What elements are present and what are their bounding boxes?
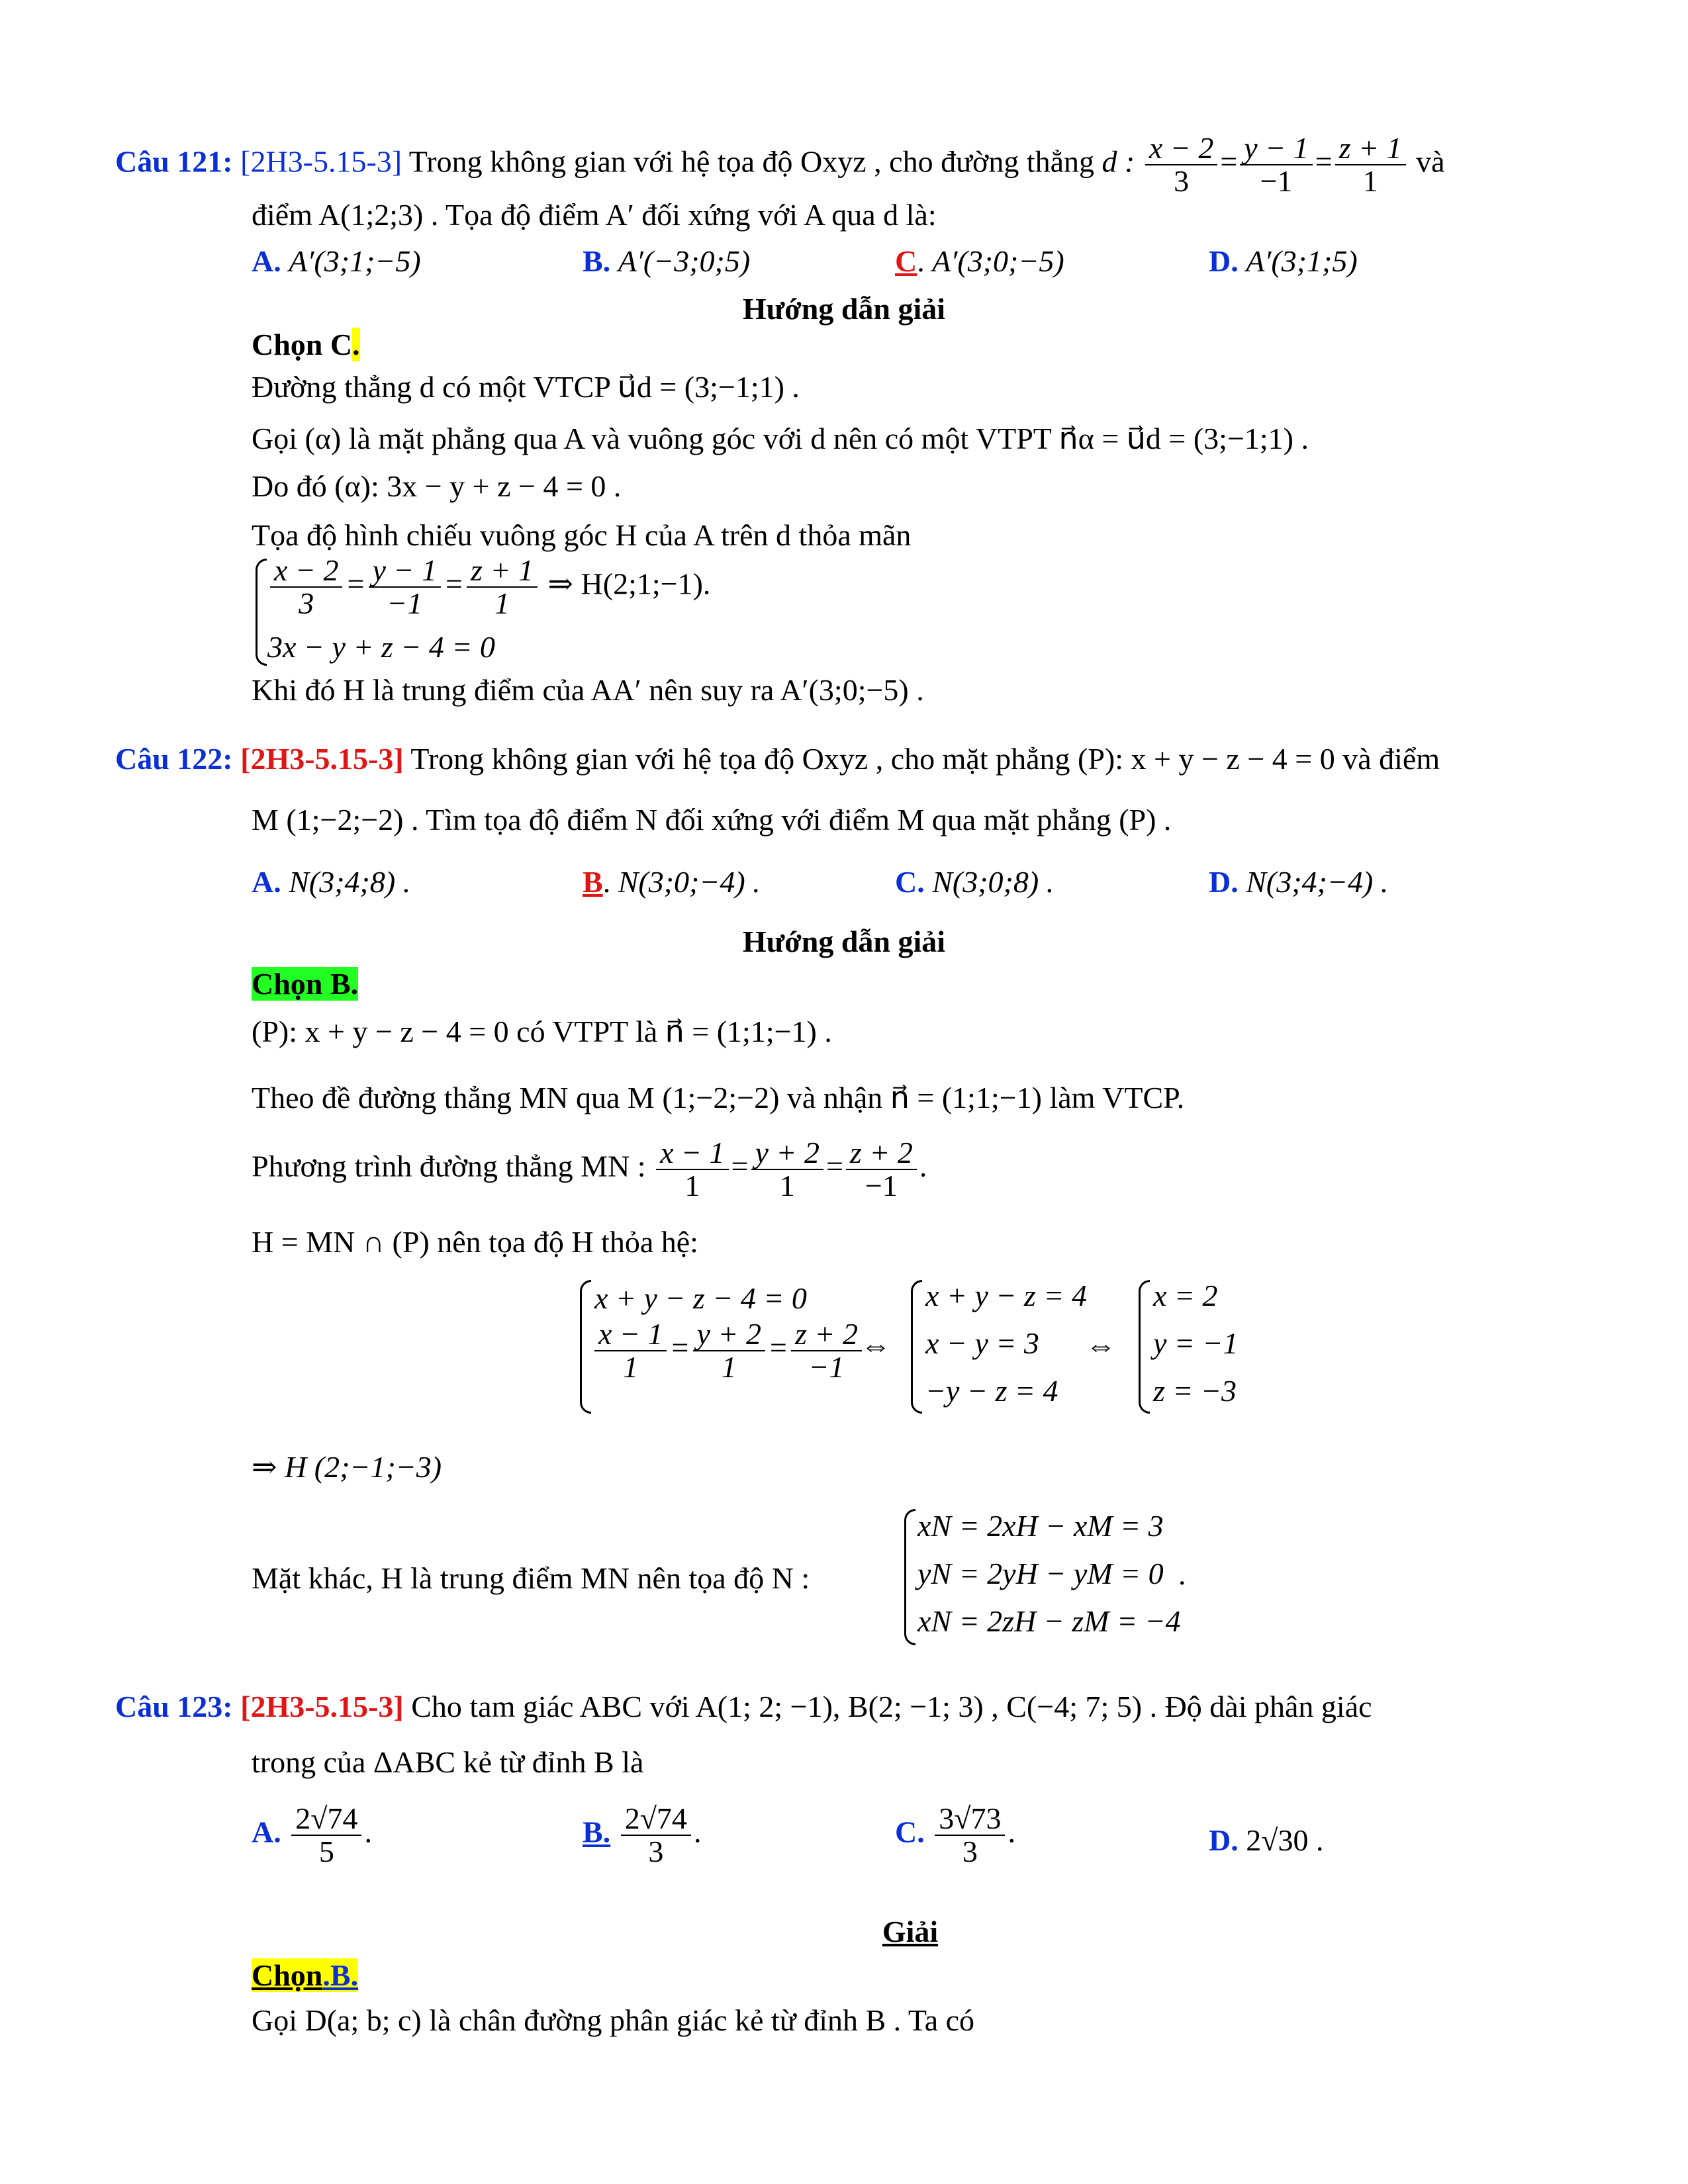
- q121-d-label: d :: [1102, 144, 1135, 179]
- q121-label: Câu 121:: [115, 144, 233, 179]
- q121-step4: Tọa độ hình chiếu vuông góc H của A trên d thỏa mãn: [252, 518, 912, 552]
- q123-guide-heading: Giải: [882, 1915, 939, 1948]
- q122-step3: Phương trình đường thẳng MN : $\frac{x - 1}{1}$ = $\frac{y + 2}{1}$ = $\frac{z + 2}{-1}$ .: [252, 1136, 927, 1203]
- q122-guide-heading: Hướng dẫn giải: [742, 925, 946, 958]
- q121-step2: Gọi (α) là mặt phẳng qua A và vuông góc với d nên có một VTPT n⃗α = u⃗d = (3;−1;1) .: [252, 422, 1309, 455]
- q123-choose: Chọn.B.: [252, 1958, 359, 1992]
- q121-step5: Khi đó H là trung điểm của AA′ nên suy ra A′(3;0;−5) .: [252, 673, 924, 707]
- q123-header: Câu 123: [2H3-5.15-3] Cho tam giác ABC với A(1; 2; −1), B(2; −1; 3) , C(−4; 7; 5) . Độ dài phân giác: [115, 1690, 1372, 1723]
- q121-header: Câu 121: [2H3-5.15-3] Trong không gian với hệ tọa độ Oxyz , cho đường thẳng d : $\frac{x - 2}{3}$ = $\frac{y - 1}{-1}$ = $\frac{z + 1}{1}$ và: [115, 131, 1445, 198]
- q122-stem2: M (1;−2;−2) . Tìm tọa độ điểm N đối xứng với điểm M qua mặt phẳng (P) .: [252, 803, 1172, 837]
- q121-choose: Chọn C.: [252, 328, 360, 361]
- q121-option-c: C. A′(3;0;−5): [895, 244, 1064, 278]
- q123-option-b: B. $\frac{2√74}{3}$ .: [583, 1801, 702, 1868]
- q122-step5: ⇒ H (2;−1;−3): [252, 1450, 442, 1484]
- q121-guide-heading: Hướng dẫn giải: [742, 292, 946, 326]
- q121-frac2: $\frac{y - 1}{-1}$: [1240, 132, 1312, 197]
- q121-option-b: B. A′(−3;0;5): [583, 244, 751, 278]
- q122-header: Câu 122: [2H3-5.15-3] Trong không gian với hệ tọa độ Oxyz , cho mặt phẳng (P): x + y − z − 4 = 0 và điểm: [115, 742, 1440, 776]
- q122-step1: (P): x + y − z − 4 = 0 có VTPT là n⃗ = (1;1;−1) .: [252, 1015, 832, 1048]
- q122-step4: H = MN ∩ (P) nên tọa độ H thỏa hệ:: [252, 1225, 698, 1259]
- q121-step3: Do đó (α): 3x − y + z − 4 = 0 .: [252, 469, 622, 503]
- q122-system: x + y − z − 4 = 0 $\frac{x - 1}{1}$ = $\frac{y + 2}{1}$ = $\frac{z + 2}{-1}$ ⇔ x + y − z = 4 x − y = 3 −y − z = 4 ⇔ x = 2 y = −1 z = −3: [576, 1277, 1278, 1416]
- q122-option-d: D. N(3;4;−4) .: [1209, 865, 1389, 899]
- q121-stem1: Trong không gian với hệ tọa độ Oxyz , cho đường thẳng: [408, 144, 1095, 179]
- q122-choose: Chọn B.: [252, 967, 359, 1001]
- q123-option-d: D. 2√30 .: [1209, 1823, 1324, 1857]
- q122-option-a: A. N(3;4;8) .: [252, 865, 411, 899]
- q121-step1: Đường thẳng d có một VTCP u⃗d = (3;−1;1) .: [252, 370, 800, 404]
- q123-stem2: trong của ΔABC kẻ từ đỉnh B là: [252, 1745, 644, 1779]
- q121-frac1: $\frac{x - 2}{3}$: [1145, 132, 1217, 197]
- q122-option-b: B. N(3;0;−4) .: [583, 865, 761, 899]
- q121-stem2: điểm A(1;2;3) . Tọa độ điểm A′ đối xứng với A qua d là:: [252, 198, 937, 232]
- q123-step1: Gọi D(a; b; c) là chân đường phân giác kẻ từ đỉnh B . Ta có: [252, 2003, 975, 2037]
- q121-frac3: $\frac{z + 1}{1}$: [1335, 132, 1406, 197]
- q123-option-c: C. $\frac{3√73}{3}$ .: [895, 1801, 1015, 1868]
- q122-step6: Mặt khác, H là trung điểm MN nên tọa độ N :: [252, 1561, 810, 1595]
- q123-option-a: A. $\frac{2√74}{5}$ .: [252, 1801, 372, 1868]
- q122-n-system: xN = 2xH − xM = 3 yN = 2yH − yM = 0 xN = 2zH − zM = −4 .: [900, 1502, 1231, 1655]
- q122-option-c: C. N(3;0;8) .: [895, 865, 1055, 899]
- q121-code: [2H3-5.15-3]: [240, 144, 402, 179]
- q122-step2: Theo đề đường thẳng MN qua M (1;−2;−2) và nhận n⃗ = (1;1;−1) làm VTCP.: [252, 1081, 1185, 1115]
- q121-option-a: A. A′(3;1;−5): [252, 244, 421, 278]
- q121-option-d: D. A′(3;1;5): [1209, 244, 1358, 278]
- q121-and: và: [1416, 144, 1445, 179]
- q121-system: $\frac{x - 2}{3}$ = $\frac{y - 1}{-1}$ = $\frac{z + 1}{1}$ ⇒ H(2;1;−1). 3x − y + z − 4 = 0: [252, 555, 781, 667]
